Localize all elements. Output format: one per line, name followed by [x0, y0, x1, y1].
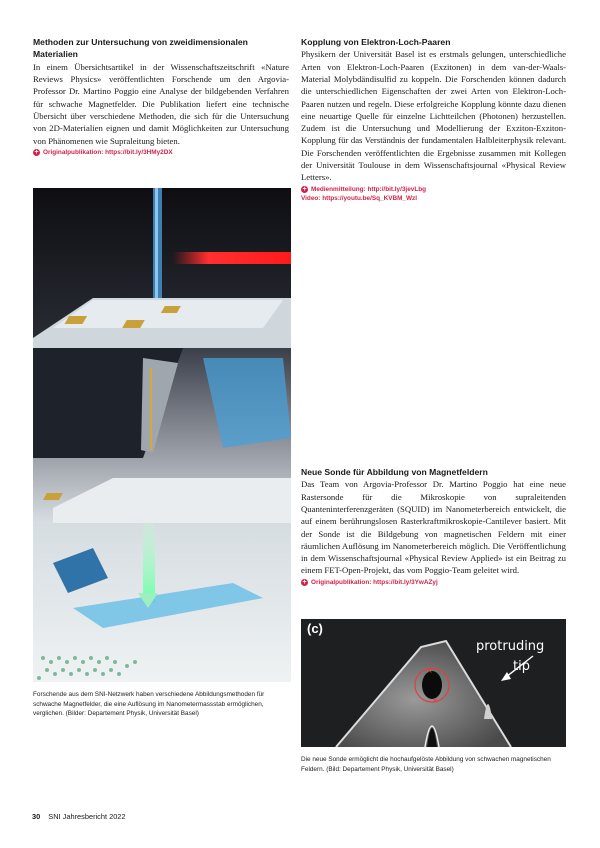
- right-bottom-link-text[interactable]: Originalpublikation: https://bit.ly/3YwAZyj: [311, 578, 438, 586]
- right-top-heading: Kopplung von Elektron-Loch-Paaren: [301, 37, 451, 47]
- right-top-column: [301, 36, 566, 203]
- left-caption: [33, 690, 285, 719]
- right-bottom-link[interactable]: [301, 578, 566, 587]
- right-top-body: Physikern der Universität Basel ist es erstmals gelungen, unterschiedliche Arten von Elektron-Loch-Paaren (Exzitonen) in dem van-der-Waals-Material Molybdändisulfid zu koppeln. Die Forschenden können dadurch die unterschiedlichen Eigenschaften der zwei Arten von Elektron-Loch-Paaren nutzen und regeln. Diese erfolgreiche Kopplung könnte dazu dienen eine neuartige Quelle für einzelne Lichtteilchen (Photonen) herzustellen. Zudem ist die Untersuchung und Modellierung der Exziton-Exziton-Kopplung für das Verständnis der fundamentalen Halbleiterphysik relevant. Die Forschenden veröffentlichten die Ergebnisse zusammen mit Kollegen der Universität Toulouse in dem Wissenschaftsjournal «Physical Review Letters».: [301, 49, 566, 183]
- right-top-link-1[interactable]: [301, 185, 566, 194]
- left-heading: Methoden zur Untersuchung von zweidimensionalen Materialien: [33, 37, 248, 60]
- sem-annotation-protruding: protruding: [476, 639, 545, 654]
- right-top-link-1-text[interactable]: Medienmitteilung: http://bit.ly/3jevLbg: [311, 185, 427, 193]
- right-caption-text: Die neue Sonde ermöglicht die hochaufgelöste Abbildung von schwachen magnetischen Feldern. (Bild: Departement Physik, Universität Basel): [301, 756, 551, 773]
- left-link-text[interactable]: Originalpublikation: https://bit.ly/3HMy2DX: [43, 148, 173, 156]
- sem-annotation-tip: tip: [513, 659, 530, 674]
- right-top-link-2-text[interactable]: Video: https://youtu.be/Sq_KVBM_Wzl: [301, 194, 417, 202]
- left-caption-text: Forschende aus dem SNI-Netzwerk haben verschiedene Abbildungsmethoden für schwache Magnetfelder, die eine Auflösung im Nanometermassstab ermöglichen, verglichen. (Bilder: Departement Physik, Universität Basel): [33, 691, 265, 718]
- microscopy-illustration: [33, 188, 291, 682]
- plus-icon: +: [302, 185, 307, 193]
- footer-title: SNI Jahresbericht 2022: [48, 812, 126, 821]
- right-bottom-column: [301, 466, 566, 587]
- svg-text:×: ×: [426, 666, 433, 675]
- right-top-link-2[interactable]: [301, 194, 566, 203]
- page-number: 30: [32, 812, 41, 821]
- right-bottom-heading: Neue Sonde für Abbildung von Magnetfeldern: [301, 467, 488, 477]
- left-figure: [33, 188, 291, 682]
- sem-panel-label: (c): [307, 621, 323, 636]
- right-caption: [301, 755, 563, 774]
- left-column: [33, 36, 289, 157]
- plus-icon: +: [302, 578, 307, 586]
- svg-text:×: ×: [432, 696, 439, 705]
- plus-icon: +: [34, 148, 39, 156]
- right-bottom-body: Das Team von Argovia-Professor Dr. Martino Poggio hat eine neue Rastersonde für die Mikroskopie von supraleitenden Quanteninterferenzgeräten (SQUID) im Nanometerbereich entwickelt, die auf einem berührungslosen Rasterkraftmikroskopie-Cantilever basiert. Mit der Sonde ist die Bildgebung von magnetischen Feldern mit einer räumlichen Auflösung im Nanometerbereich möglich. Die Veröffentlichung in dem Wissenschaftsjournal «Physical Review Applied» ist ein Beitrag zu einem FET-Open-Projekt, das vom Poggio-Team geleitet wird.: [301, 479, 566, 576]
- sem-figure: [301, 619, 566, 747]
- page-footer: [32, 812, 126, 821]
- left-body: In einem Übersichtsartikel in der Wissenschaftszeitschrift «Nature Reviews Physics» veröffentlichten Forschende um den Argovia-Professor Dr. Martino Poggio eine Analyse der bildgebenden Verfahren für schwache Magnetfelder. Die Publikation liefert eine technische Übersicht über verschiedene Methoden, die sich für die Untersuchung von 2D-Materialien eignen und damit Möglichkeiten zur Untersuchung von Phänomenen wie Supraleitung bieten.: [33, 61, 289, 146]
- left-link[interactable]: [33, 148, 289, 157]
